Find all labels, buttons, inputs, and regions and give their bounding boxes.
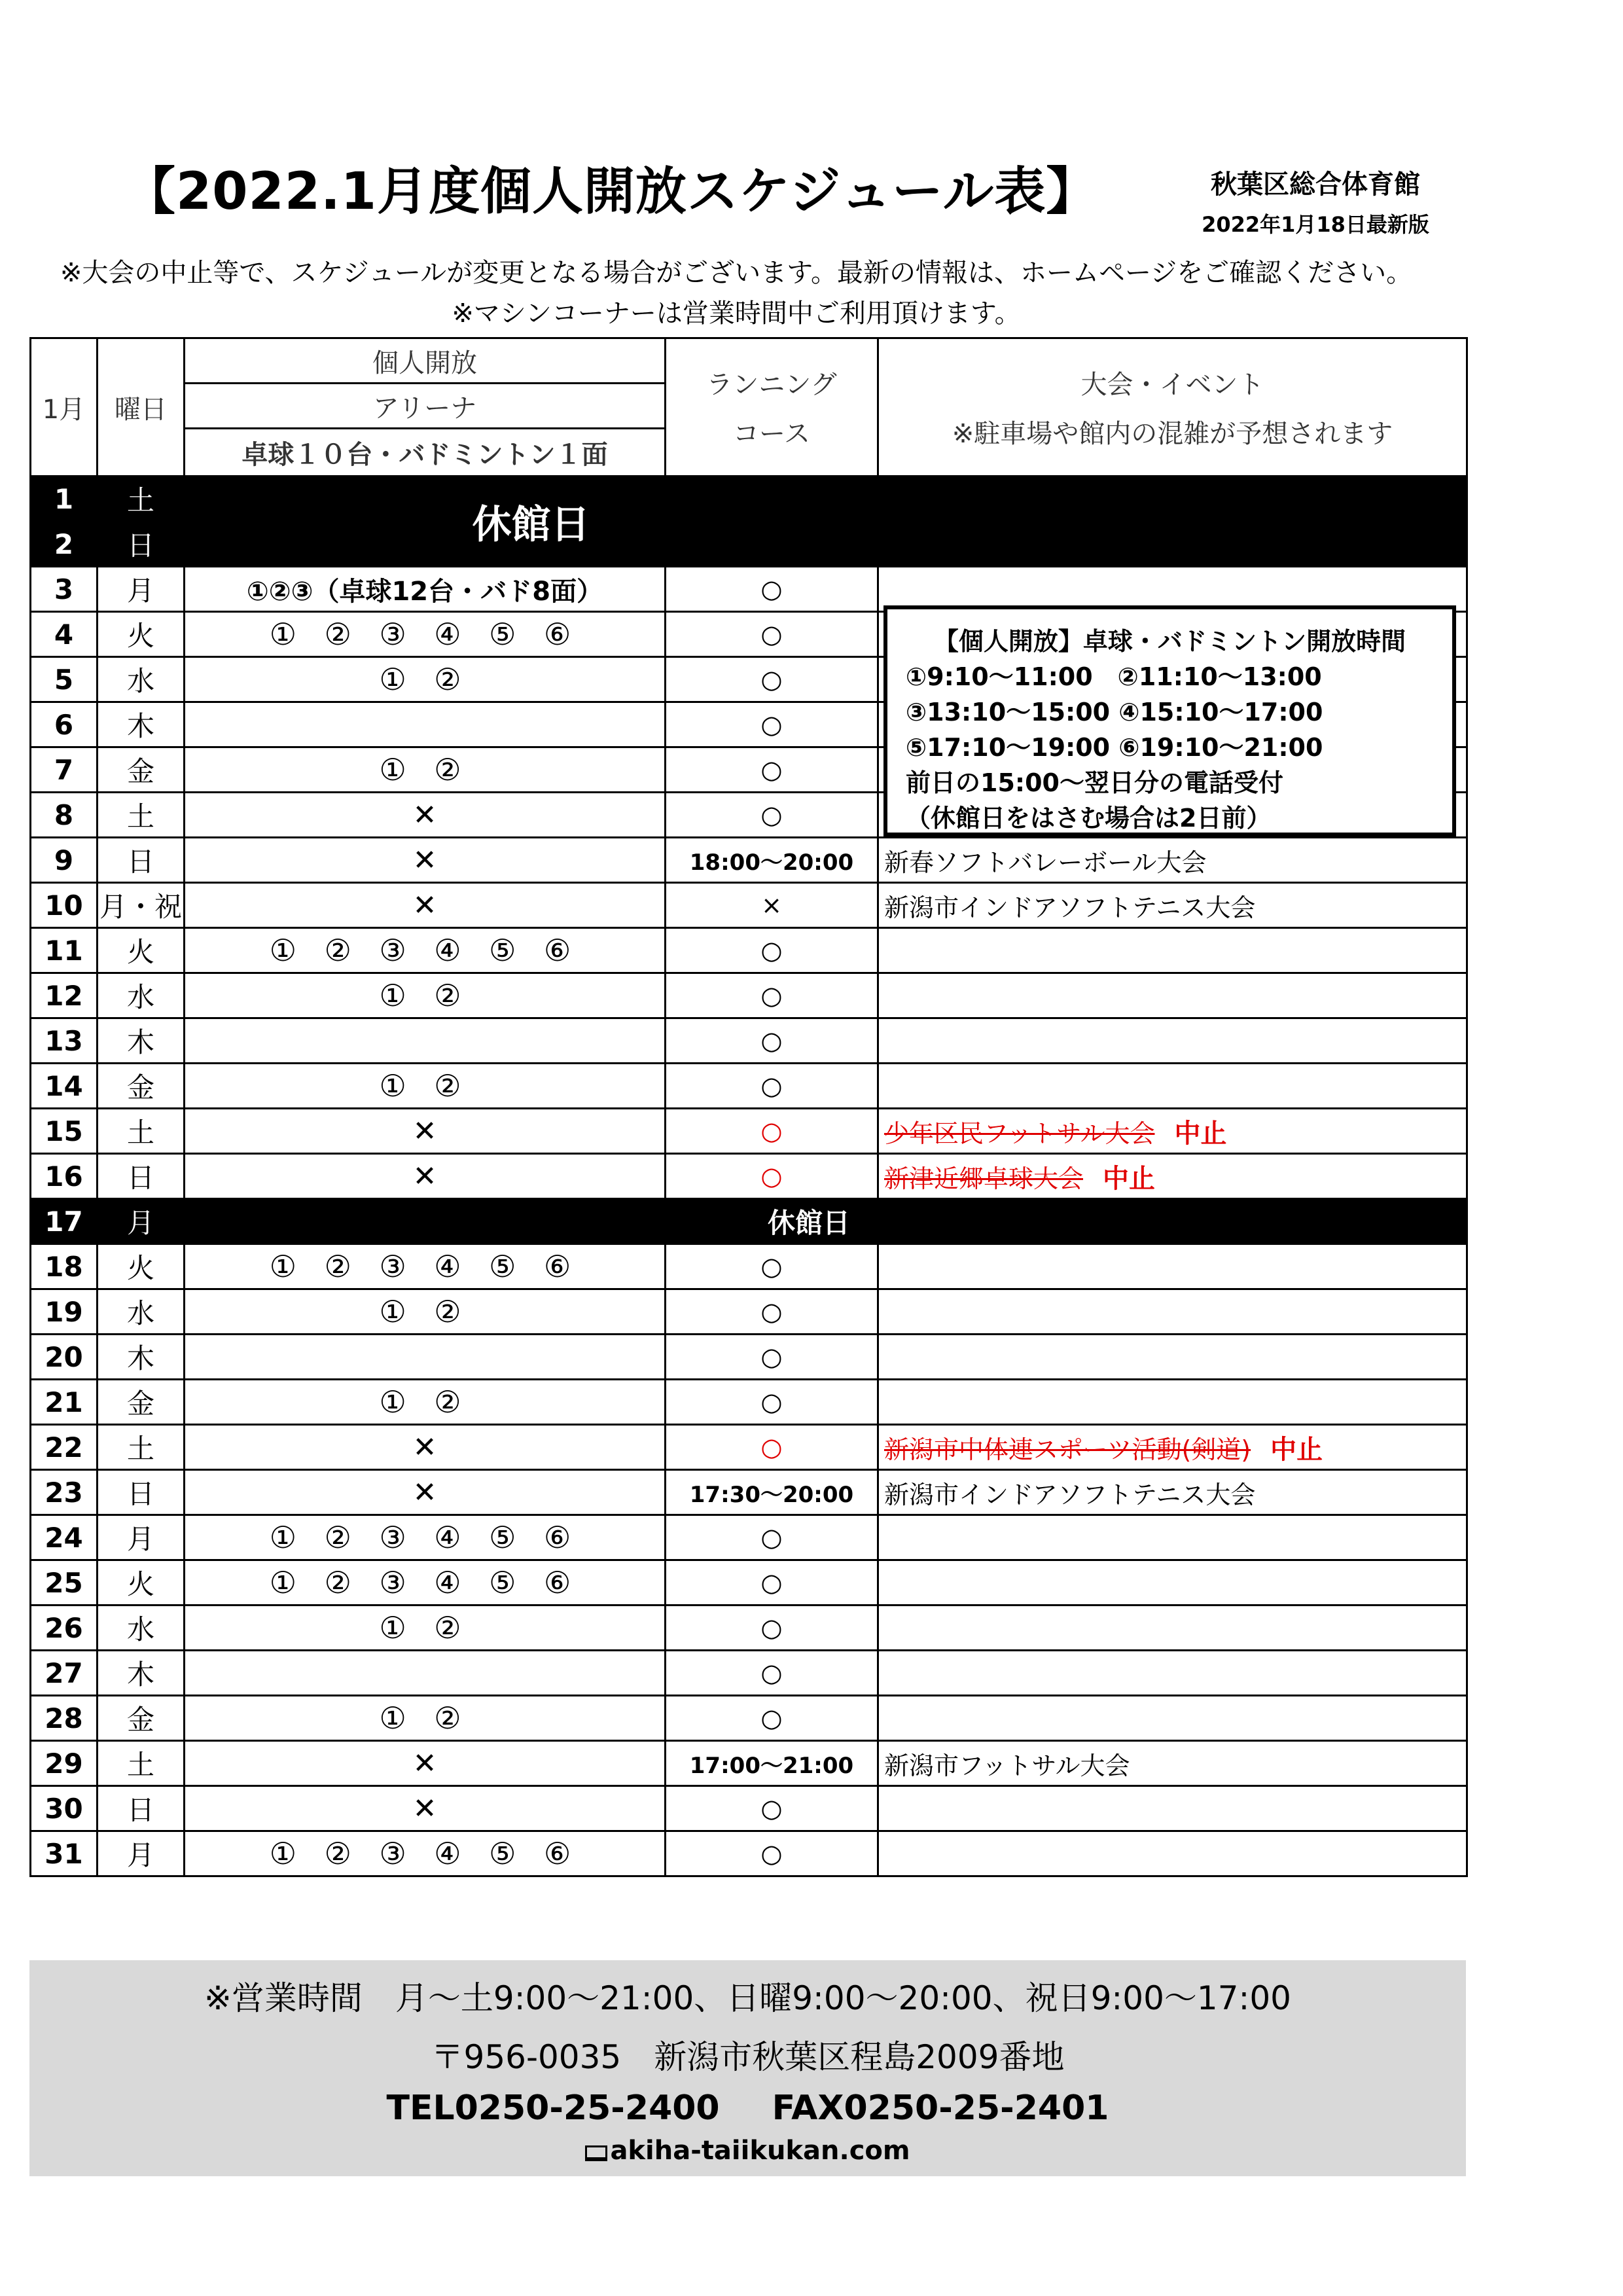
closed-day-reservation-note: （休館日をはさむ場合は2日前） bbox=[906, 804, 1272, 833]
event-cell bbox=[878, 1154, 1467, 1199]
running-course-cell: ○ bbox=[666, 793, 878, 838]
open-hours-line: ③13:10～15:00 ④15:10～17:00 bbox=[906, 698, 1323, 726]
weekday-cell: 水 bbox=[98, 1605, 185, 1651]
weekday-cell: 月 bbox=[98, 1199, 185, 1244]
weekday-cell: 金 bbox=[98, 1380, 185, 1425]
arena-slots-cell: ✕ bbox=[185, 1154, 666, 1199]
arena-slots-cell: ① ② ③ ④ ⑤ ⑥ bbox=[185, 1515, 666, 1560]
day-cell: 28 bbox=[31, 1696, 98, 1741]
header-personal: 個人開放 bbox=[185, 338, 666, 384]
event-cell bbox=[878, 1380, 1467, 1425]
arena-slots-cell: ① ② bbox=[185, 657, 666, 702]
event-cell bbox=[878, 1335, 1467, 1380]
day-cell: 9 bbox=[31, 838, 98, 883]
weekday-cell: 土 bbox=[98, 1425, 185, 1470]
weekday-cell: 火 bbox=[98, 612, 185, 657]
running-course-cell: 18:00～20:00 bbox=[666, 838, 878, 883]
day-cell: 17 bbox=[31, 1199, 98, 1244]
closed-label: 休館日 bbox=[185, 476, 878, 567]
day-cell: 30 bbox=[31, 1786, 98, 1831]
running-course-cell: ○ bbox=[666, 1018, 878, 1064]
open-hours-line: ①9:10～11:00 ②11:10～13:00 bbox=[906, 662, 1322, 691]
running-course-cell: ○ bbox=[666, 1335, 878, 1380]
day-cell: 25 bbox=[31, 1560, 98, 1605]
running-course-cell: ○ bbox=[666, 1154, 878, 1199]
event-cell bbox=[878, 1289, 1467, 1335]
cancelled-event-name: 新津近郷卓球大会 bbox=[884, 1164, 1084, 1193]
header-event-line1: 大会・イベント bbox=[1080, 370, 1264, 400]
running-course-cell: ○ bbox=[666, 1425, 878, 1470]
weekday-cell: 金 bbox=[98, 1064, 185, 1109]
day-cell: 4 bbox=[31, 612, 98, 657]
weekday-cell: 月 bbox=[98, 1831, 185, 1876]
event-cell bbox=[878, 476, 1467, 567]
weekday-cell: 月 bbox=[98, 567, 185, 612]
schedule-row bbox=[31, 1741, 1467, 1786]
website-url: akiha-taiikukan.com bbox=[610, 2136, 910, 2166]
running-course-cell: ○ bbox=[666, 1109, 878, 1154]
running-course-cell: ○ bbox=[666, 1651, 878, 1696]
running-course-cell: ○ bbox=[666, 1064, 878, 1109]
day-cell: 10 bbox=[31, 883, 98, 928]
event-cell bbox=[878, 973, 1467, 1018]
weekday-cell: 日 bbox=[98, 1470, 185, 1515]
running-course-cell: ○ bbox=[666, 657, 878, 702]
running-course-cell: ○ bbox=[666, 1696, 878, 1741]
day-cell: 19 bbox=[31, 1289, 98, 1335]
header-arena: アリーナ bbox=[185, 384, 666, 429]
weekday-cell: 日 bbox=[98, 522, 185, 567]
schedule-row bbox=[31, 1064, 1467, 1109]
weekday-cell: 木 bbox=[98, 1651, 185, 1696]
arena-slots-cell: ① ② ③ ④ ⑤ ⑥ bbox=[185, 612, 666, 657]
day-cell: 3 bbox=[31, 567, 98, 612]
weekday-cell: 土 bbox=[98, 1109, 185, 1154]
weekday-cell: 木 bbox=[98, 1335, 185, 1380]
closed-label: 休館日 bbox=[185, 1199, 1467, 1244]
day-cell: 16 bbox=[31, 1154, 98, 1199]
schedule-row bbox=[31, 838, 1467, 883]
schedule-row bbox=[31, 1786, 1467, 1831]
day-cell: 23 bbox=[31, 1470, 98, 1515]
arena-slots-cell: ✕ bbox=[185, 1109, 666, 1154]
arena-slots-cell: ✕ bbox=[185, 838, 666, 883]
arena-slots-cell: ① ② bbox=[185, 1064, 666, 1109]
tel-number: TEL0250-25-2400 bbox=[386, 2089, 720, 2128]
address: 〒956-0035 新潟市秋葉区程島2009番地 bbox=[431, 2038, 1065, 2076]
arena-slots-cell: ✕ bbox=[185, 1425, 666, 1470]
running-course-cell: ○ bbox=[666, 973, 878, 1018]
schedule-row bbox=[31, 1335, 1467, 1380]
day-cell: 29 bbox=[31, 1741, 98, 1786]
running-course-cell: ○ bbox=[666, 567, 878, 612]
event-cell: 新春ソフトバレーボール大会 bbox=[878, 838, 1467, 883]
open-hours-line: ⑤17:10～19:00 ⑥19:10～21:00 bbox=[906, 733, 1323, 762]
arena-slots-cell bbox=[185, 1335, 666, 1380]
event-cell bbox=[878, 1831, 1467, 1876]
running-course-cell: ○ bbox=[666, 1605, 878, 1651]
event-cell bbox=[878, 1064, 1467, 1109]
weekday-cell: 水 bbox=[98, 973, 185, 1018]
weekday-cell: 土 bbox=[98, 1741, 185, 1786]
weekday-cell: 火 bbox=[98, 1560, 185, 1605]
weekday-cell: 土 bbox=[98, 793, 185, 838]
day-cell: 5 bbox=[31, 657, 98, 702]
arena-slots-cell: ① ② bbox=[185, 973, 666, 1018]
arena-slots-cell bbox=[185, 702, 666, 747]
running-course-cell: 17:30～20:00 bbox=[666, 1470, 878, 1515]
phone-reservation-note: 前日の15:00～翌日分の電話受付 bbox=[906, 768, 1283, 797]
running-course-cell: ○ bbox=[666, 702, 878, 747]
cancelled-event-name: 新潟市中体連スポーツ活動(剣道) bbox=[884, 1435, 1251, 1464]
weekday-cell: 木 bbox=[98, 702, 185, 747]
running-course-cell: ○ bbox=[666, 1289, 878, 1335]
arena-slots-cell: ✕ bbox=[185, 1786, 666, 1831]
fax-number: FAX0250-25-2401 bbox=[772, 2089, 1109, 2128]
event-cell bbox=[878, 1560, 1467, 1605]
organization-name: 秋葉区総合体育館 bbox=[1211, 170, 1420, 200]
arena-slots-cell: ① ② ③ ④ ⑤ ⑥ bbox=[185, 1560, 666, 1605]
schedule-table bbox=[29, 337, 1468, 1877]
page-title: 【2022.1月度個人開放スケジュール表】 bbox=[124, 162, 1098, 221]
header-running bbox=[666, 338, 878, 476]
day-cell: 26 bbox=[31, 1605, 98, 1651]
weekday-cell: 火 bbox=[98, 928, 185, 973]
schedule-row bbox=[31, 1515, 1467, 1560]
schedule-row bbox=[31, 476, 1467, 522]
header-running-line2: コース bbox=[733, 419, 810, 449]
day-cell: 18 bbox=[31, 1244, 98, 1289]
day-cell: 6 bbox=[31, 702, 98, 747]
event-cell bbox=[878, 1109, 1467, 1154]
website bbox=[29, 2136, 1466, 2166]
schedule-change-note: ※大会の中止等で、スケジュールが変更となる場合がございます。最新の情報は、ホームページをご確認ください。 bbox=[60, 258, 1413, 288]
arena-slots-cell: ① ② bbox=[185, 1380, 666, 1425]
header-running-line1: ランニング bbox=[706, 370, 837, 400]
weekday-cell: 日 bbox=[98, 1786, 185, 1831]
arena-slots-cell: ① ② ③ ④ ⑤ ⑥ bbox=[185, 928, 666, 973]
running-course-cell: ○ bbox=[666, 1380, 878, 1425]
weekday-cell: 月・祝 bbox=[98, 883, 185, 928]
event-cell bbox=[878, 1696, 1467, 1741]
machine-corner-note: ※マシンコーナーは営業時間中ご利用頂けます。 bbox=[452, 298, 1021, 329]
arena-slots-cell bbox=[185, 1018, 666, 1064]
weekday-cell: 水 bbox=[98, 657, 185, 702]
arena-slots-cell: ① ② ③ ④ ⑤ ⑥ bbox=[185, 1244, 666, 1289]
event-cell bbox=[878, 928, 1467, 973]
day-cell: 14 bbox=[31, 1064, 98, 1109]
weekday-cell: 月 bbox=[98, 1515, 185, 1560]
running-course-cell: × bbox=[666, 883, 878, 928]
day-cell: 13 bbox=[31, 1018, 98, 1064]
arena-slots-cell: ① ② bbox=[185, 1605, 666, 1651]
weekday-cell: 金 bbox=[98, 747, 185, 793]
schedule-row bbox=[31, 1470, 1467, 1515]
updated-date: 2022年1月18日最新版 bbox=[1202, 212, 1429, 237]
schedule-row bbox=[31, 1244, 1467, 1289]
schedule-row bbox=[31, 1651, 1467, 1696]
running-course-cell: ○ bbox=[666, 1515, 878, 1560]
day-cell: 7 bbox=[31, 747, 98, 793]
business-hours: ※営業時間 月～土9:00～21:00、日曜9:00～20:00、祝日9:00～17:00 bbox=[204, 1979, 1291, 2017]
running-course-cell: ○ bbox=[666, 928, 878, 973]
header-month: 1月 bbox=[31, 338, 98, 476]
arena-slots-cell: ①②③（卓球12台・バド8面） bbox=[185, 567, 666, 612]
header-event bbox=[878, 338, 1467, 476]
event-cell: 新潟市インドアソフトテニス大会 bbox=[878, 883, 1467, 928]
event-cell bbox=[878, 1651, 1467, 1696]
running-course-cell: ○ bbox=[666, 1831, 878, 1876]
schedule-row bbox=[31, 1560, 1467, 1605]
running-course-cell: ○ bbox=[666, 1244, 878, 1289]
weekday-cell: 木 bbox=[98, 1018, 185, 1064]
event-cell bbox=[878, 1515, 1467, 1560]
arena-slots-cell: ① ② bbox=[185, 747, 666, 793]
event-cell bbox=[878, 1605, 1467, 1651]
event-cell bbox=[878, 1786, 1467, 1831]
day-cell: 22 bbox=[31, 1425, 98, 1470]
computer-icon bbox=[585, 2145, 607, 2161]
running-course-cell: ○ bbox=[666, 1560, 878, 1605]
event-cell bbox=[878, 1244, 1467, 1289]
cancelled-tag: 中止 bbox=[1174, 1118, 1227, 1149]
weekday-cell: 火 bbox=[98, 1244, 185, 1289]
schedule-row bbox=[31, 1605, 1467, 1651]
arena-slots-cell: ① ② bbox=[185, 1289, 666, 1335]
day-cell: 24 bbox=[31, 1515, 98, 1560]
day-cell: 20 bbox=[31, 1335, 98, 1380]
day-cell: 15 bbox=[31, 1109, 98, 1154]
arena-slots-cell: ✕ bbox=[185, 793, 666, 838]
schedule-row bbox=[31, 883, 1467, 928]
day-cell: 11 bbox=[31, 928, 98, 973]
running-course-cell: ○ bbox=[666, 612, 878, 657]
schedule-row bbox=[31, 1289, 1467, 1335]
day-cell: 1 bbox=[31, 476, 98, 522]
cancelled-tag: 中止 bbox=[1103, 1163, 1156, 1194]
contact bbox=[29, 2089, 1466, 2128]
day-cell: 8 bbox=[31, 793, 98, 838]
schedule-row bbox=[31, 1831, 1467, 1876]
weekday-cell: 土 bbox=[98, 476, 185, 522]
event-cell: 新潟市フットサル大会 bbox=[878, 1741, 1467, 1786]
arena-slots-cell: ✕ bbox=[185, 1741, 666, 1786]
schedule-row bbox=[31, 1696, 1467, 1741]
header-arena-detail: 卓球１０台・バドミントン１面 bbox=[185, 429, 666, 476]
arena-slots-cell: ✕ bbox=[185, 883, 666, 928]
event-cell: 新潟市インドアソフトテニス大会 bbox=[878, 1470, 1467, 1515]
weekday-cell: 日 bbox=[98, 1154, 185, 1199]
day-cell: 31 bbox=[31, 1831, 98, 1876]
weekday-cell: 日 bbox=[98, 838, 185, 883]
running-course-cell: 17:00～21:00 bbox=[666, 1741, 878, 1786]
running-course-cell: ○ bbox=[666, 747, 878, 793]
day-cell: 27 bbox=[31, 1651, 98, 1696]
arena-slots-cell bbox=[185, 1651, 666, 1696]
header-weekday: 曜日 bbox=[98, 338, 185, 476]
day-cell: 12 bbox=[31, 973, 98, 1018]
cancelled-event-name: 少年区民フットサル大会 bbox=[884, 1119, 1155, 1148]
schedule-row bbox=[31, 1154, 1467, 1199]
schedule-row bbox=[31, 1380, 1467, 1425]
header-event-line2: ※駐車場や館内の混雑が予想されます bbox=[952, 419, 1393, 449]
open-hours-box bbox=[883, 605, 1456, 836]
cancelled-tag: 中止 bbox=[1270, 1434, 1323, 1465]
schedule-row bbox=[31, 1199, 1467, 1244]
day-cell: 21 bbox=[31, 1380, 98, 1425]
schedule-row bbox=[31, 928, 1467, 973]
event-cell bbox=[878, 1425, 1467, 1470]
open-hours-title: 【個人開放】卓球・バドミントン開放時間 bbox=[933, 627, 1406, 656]
schedule-row bbox=[31, 1018, 1467, 1064]
event-cell bbox=[878, 1018, 1467, 1064]
running-course-cell: ○ bbox=[666, 1786, 878, 1831]
footer bbox=[29, 1960, 1466, 2176]
arena-slots-cell: ✕ bbox=[185, 1470, 666, 1515]
schedule-row bbox=[31, 1425, 1467, 1470]
weekday-cell: 金 bbox=[98, 1696, 185, 1741]
arena-slots-cell: ① ② bbox=[185, 1696, 666, 1741]
schedule-row bbox=[31, 1109, 1467, 1154]
weekday-cell: 水 bbox=[98, 1289, 185, 1335]
schedule-row bbox=[31, 973, 1467, 1018]
arena-slots-cell: ① ② ③ ④ ⑤ ⑥ bbox=[185, 1831, 666, 1876]
day-cell: 2 bbox=[31, 522, 98, 567]
